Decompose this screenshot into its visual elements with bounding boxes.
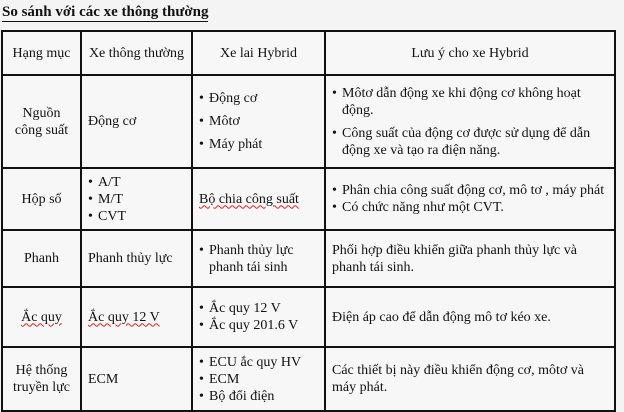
notes-cell: Các thiết bị này điều khiển động cơ, môtơ và máy phát. [325,347,615,411]
notes-cell [325,75,615,168]
table-row [2,287,615,347]
header-hybrid: Xe lai Hybrid [192,31,325,75]
list-item: • Phanh thủy lực phanh tái sinh [199,242,318,276]
table-row [2,347,615,411]
list-item: • Ắc quy 12 V [199,300,318,317]
table-row [2,75,615,168]
list-item: • Máy phát [199,136,318,153]
conventional-cell [81,168,192,230]
conventional-cell: ECM [81,347,192,411]
page-title: So sánh với các xe thông thường [2,4,209,20]
list-item: • M/T [88,191,185,208]
list-item: • A/T [88,174,185,191]
list-item: • Môtơ dẫn động xe khi động cơ không hoạt động. [332,85,608,119]
list-item: • Môtơ [199,113,318,130]
category-text: Ắc quy [21,309,62,325]
list-item: • ECU ắc quy HV [199,354,318,371]
list-item: • Động cơ [199,90,318,107]
list-item: • CVT [88,208,185,225]
hybrid-cell [192,230,325,287]
notes-cell: Điện áp cao để dẫn động mô tơ kéo xe. [325,287,615,347]
conventional-cell [81,287,192,347]
hybrid-cell [192,168,325,230]
comparison-table [1,30,616,412]
list-item: • Công suất của động cơ được sử dụng để dẫn động xe và tạo ra điện năng. [332,125,608,159]
header-notes: Lưu ý cho xe Hybrid [325,31,615,75]
conventional-cell: Phanh thủy lực [81,230,192,287]
category-cell: Hệ thống truyền lực [2,347,81,411]
category-cell [2,287,81,347]
list-item: • Phân chia công suất động cơ, mô tơ , máy phát [332,182,608,199]
hybrid-cell [192,287,325,347]
header-category: Hạng mục [2,31,81,75]
list-item: • Có chức năng như một CVT. [332,199,608,216]
notes-cell: Phối hợp điều khiển giữa phanh thủy lực và phanh tái sinh. [325,230,615,287]
hybrid-cell [192,347,325,411]
hybrid-cell [192,75,325,168]
list-item: • ECM [199,371,318,388]
table-row [2,230,615,287]
table-row [2,168,615,230]
category-cell: Phanh [2,230,81,287]
header-row [2,31,615,75]
list-item: • Bộ đổi điện [199,388,318,405]
conventional-text: Ắc quy 12 V [88,309,160,325]
hybrid-text: Bộ chia công suất [199,191,299,207]
category-cell: Hộp số [2,168,81,230]
notes-cell [325,168,615,230]
conventional-cell: Động cơ [81,75,192,168]
header-conventional: Xe thông thường [81,31,192,75]
category-cell: Nguồn công suất [2,75,81,168]
list-item: • Ắc quy 201.6 V [199,317,318,334]
